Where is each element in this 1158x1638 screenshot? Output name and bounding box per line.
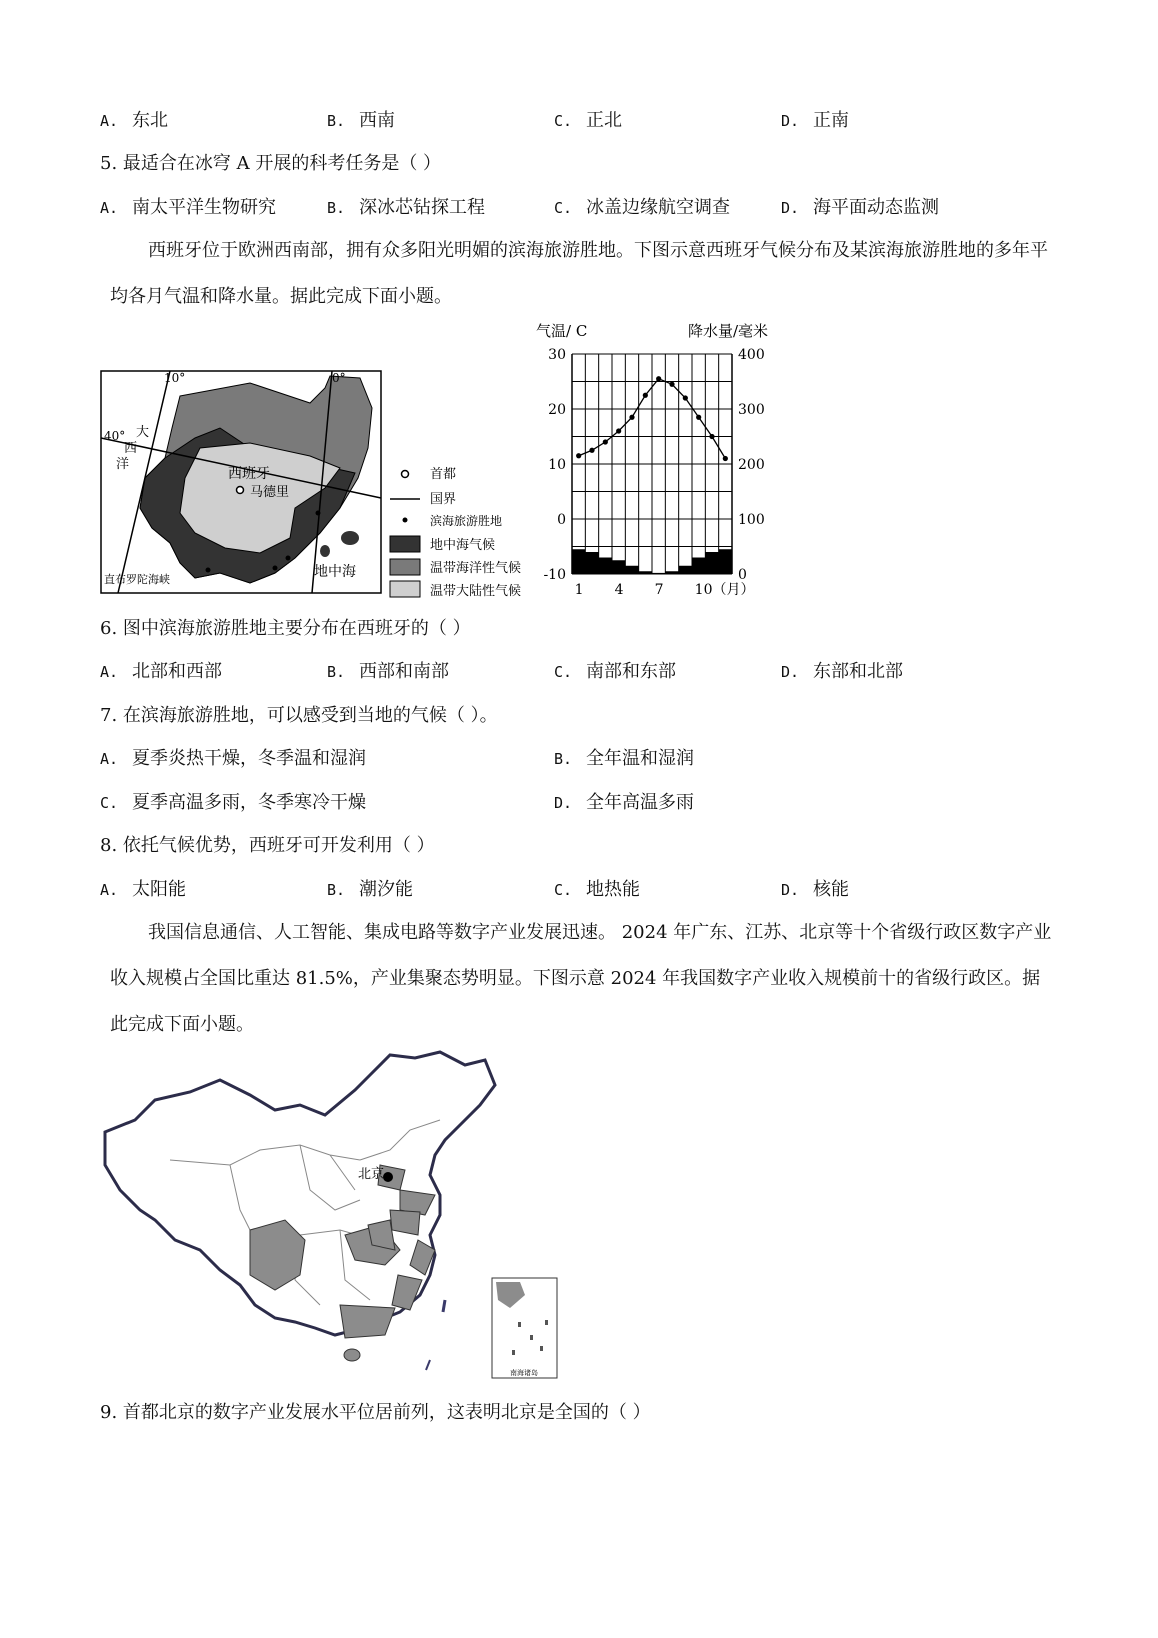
legend-border: 国界 (430, 492, 457, 507)
option-text: 全年温和湿润 (586, 748, 694, 769)
x-tick-label: 10（月） (694, 582, 755, 598)
q8-option-d (781, 878, 849, 902)
taiwan (443, 1300, 445, 1312)
resort-dot (316, 511, 321, 516)
temp-axis-label: 气温/ C (536, 322, 588, 340)
precip-bar (572, 549, 585, 574)
option-key: D. (781, 112, 800, 130)
capital-marker (237, 487, 244, 494)
label-sea: 地中海 (314, 564, 356, 580)
legend-continental-swatch (390, 581, 420, 597)
label-lon10: 10° (164, 371, 186, 385)
precip-bar (719, 549, 732, 574)
q8-option-c (554, 878, 640, 902)
precip-tick-label: 300 (738, 402, 765, 418)
q5-option-b (327, 196, 485, 220)
option-text: 地热能 (586, 879, 640, 900)
option-text: 正南 (813, 110, 849, 131)
guangdong-shaded (340, 1305, 395, 1338)
temperature-point (656, 376, 661, 381)
q5-option-c (554, 196, 730, 220)
option-text: 夏季高温多雨，冬季寒冷干燥 (132, 792, 366, 813)
precip-bar (692, 558, 705, 575)
option-key: D. (781, 663, 800, 681)
label-ocean: 洋 (116, 457, 130, 472)
passage-spain: 西班牙位于欧洲西南部，拥有众多阳光明媚的滨海旅游胜地。下图示意西班牙气候分布及某滨海旅游胜地的多年平均各月气温和降水量。据此完成下面小题。 (110, 240, 1048, 307)
legend-resort-symbol (403, 518, 408, 523)
q9-stem: 9. 首都北京的数字产业发展水平位居前列，这表明北京是全国的（ ） (100, 1402, 651, 1423)
temperature-point (589, 448, 594, 453)
legend-capital-symbol (402, 471, 409, 478)
x-tick-label: 1 (574, 582, 584, 598)
q7-option-d (554, 791, 694, 815)
option-text: 深冰芯钻探工程 (359, 197, 485, 218)
q4-option-a (100, 109, 168, 133)
temperature-point (643, 393, 648, 398)
legend-maritime-swatch (390, 559, 420, 575)
option-key: C. (554, 881, 573, 899)
option-key: D. (781, 881, 800, 899)
q8-option-b (327, 878, 413, 902)
option-text: 南部和东部 (586, 661, 676, 682)
legend-capital: 首都 (430, 467, 457, 482)
q6-stem: 6. 图中滨海旅游胜地主要分布在西班牙的（ ） (100, 618, 471, 639)
legend-continental: 温带大陆性气候 (430, 584, 522, 599)
precip-bar (705, 552, 718, 574)
option-key: B. (327, 881, 346, 899)
q4-option-d (781, 109, 849, 133)
option-text: 南太平洋生物研究 (132, 197, 276, 218)
label-beijing: 北京 (358, 1167, 385, 1182)
label-lat40: 40° (104, 429, 126, 443)
q8-option-a (100, 878, 186, 902)
capital-star-icon (383, 1172, 393, 1182)
precip-tick-label: 400 (738, 347, 765, 363)
option-key: A. (100, 112, 119, 130)
option-text: 潮汐能 (359, 879, 413, 900)
coast-mark (426, 1360, 430, 1370)
q7-stem: 7. 在滨海旅游胜地，可以感受到当地的气候（ ）。 (100, 705, 498, 726)
label-strait: 直布罗陀海峡 (104, 573, 170, 586)
option-key: B. (327, 199, 346, 217)
resort-dot (273, 566, 278, 571)
label-lon0: 0° (332, 371, 346, 385)
option-key: D. (554, 794, 573, 812)
label-capital: 马德里 (250, 485, 290, 500)
fujian-shaded (392, 1275, 422, 1310)
option-text: 太阳能 (132, 879, 186, 900)
option-key: A. (100, 750, 119, 768)
precip-axis-label: 降水量/毫米 (688, 322, 769, 340)
temp-tick-label: 10 (548, 457, 566, 473)
q6-option-d (781, 660, 903, 684)
climate-chart (530, 316, 790, 606)
option-text: 北部和西部 (132, 661, 222, 682)
option-key: D. (781, 199, 800, 217)
temperature-point (723, 456, 728, 461)
legend-mediterranean-swatch (390, 536, 420, 552)
q6-option-b (327, 660, 449, 684)
q7-option-a (100, 747, 366, 771)
label-ocean: 西 (124, 441, 138, 456)
q4-option-c (554, 109, 622, 133)
balearic-island (320, 545, 330, 557)
q6-option-a (100, 660, 222, 684)
x-tick-label: 4 (614, 582, 624, 598)
inset-label: 南海诸岛 (510, 1369, 538, 1377)
temp-tick-label: 30 (548, 347, 566, 363)
china-outline (105, 1052, 495, 1335)
q6-option-c (554, 660, 676, 684)
precip-bar (679, 566, 692, 574)
balearic-island (341, 531, 359, 545)
label-country: 西班牙 (228, 466, 270, 482)
q4-option-b (327, 109, 395, 133)
option-text: 海平面动态监测 (813, 197, 939, 218)
temperature-point (709, 434, 714, 439)
temperature-point (576, 453, 581, 458)
q8-stem: 8. 依托气候优势，西班牙可开发利用（ ） (100, 835, 435, 856)
option-key: C. (554, 199, 573, 217)
temp-tick-label: 0 (557, 512, 566, 528)
precip-tick-label: 0 (738, 567, 747, 583)
precip-bar (585, 552, 598, 574)
q7-option-b (554, 747, 694, 771)
legend-mediterranean: 地中海气候 (430, 538, 496, 553)
precip-tick-label: 200 (738, 457, 765, 473)
temperature-point (683, 395, 688, 400)
option-text: 正北 (586, 110, 622, 131)
resort-dot (206, 568, 211, 573)
option-key: A. (100, 199, 119, 217)
anhui-shaded (368, 1220, 395, 1250)
temp-tick-label: 20 (548, 402, 566, 418)
option-key: B. (327, 112, 346, 130)
hainan (344, 1349, 360, 1361)
option-text: 全年高温多雨 (586, 792, 694, 813)
precip-bar (599, 558, 612, 575)
option-key: A. (100, 663, 119, 681)
legend-maritime: 温带海洋性气候 (430, 561, 522, 576)
legend-resort: 滨海旅游胜地 (430, 514, 503, 528)
option-text: 核能 (813, 879, 849, 900)
precip-bar (612, 560, 625, 574)
option-key: A. (100, 881, 119, 899)
temperature-point (603, 439, 608, 444)
option-text: 西南 (359, 110, 395, 131)
option-text: 西部和南部 (359, 661, 449, 682)
precip-tick-label: 100 (738, 512, 765, 528)
option-key: C. (554, 112, 573, 130)
label-ocean: 大 (136, 425, 150, 440)
option-key: B. (327, 663, 346, 681)
precip-bar (625, 566, 638, 574)
q5-stem: 5. 最适合在冰穹 A 开展的科考任务是（ ） (100, 153, 442, 174)
resort-dot (286, 556, 291, 561)
option-text: 冰盖边缘航空调查 (586, 197, 730, 218)
option-key: C. (100, 794, 119, 812)
china-map (100, 1050, 570, 1390)
x-tick-label: 7 (654, 582, 664, 598)
option-key: C. (554, 663, 573, 681)
option-text: 东部和北部 (813, 661, 903, 682)
temperature-point (669, 382, 674, 387)
passage-china: 我国信息通信、人工智能、集成电路等数字产业发展迅速。 2024 年广东、江苏、北京等十个省级行政区数字产业收入规模占全国比重达 81.5%，产业集聚态势明显。下图示意 2024 年我国数字产业收入规模前十的省级行政区。据此完成下面小题。 (110, 922, 1052, 1035)
q5-option-d (781, 196, 939, 220)
temp-tick-label: -10 (543, 567, 566, 583)
temperature-point (616, 428, 621, 433)
q7-option-c (100, 791, 366, 815)
option-key: B. (554, 750, 573, 768)
option-text: 夏季炎热干燥，冬季温和湿润 (132, 748, 366, 769)
temperature-point (696, 415, 701, 420)
temperature-point (629, 415, 634, 420)
option-text: 东北 (132, 110, 168, 131)
q5-option-a (100, 196, 276, 220)
spain-climate-map (100, 368, 540, 600)
